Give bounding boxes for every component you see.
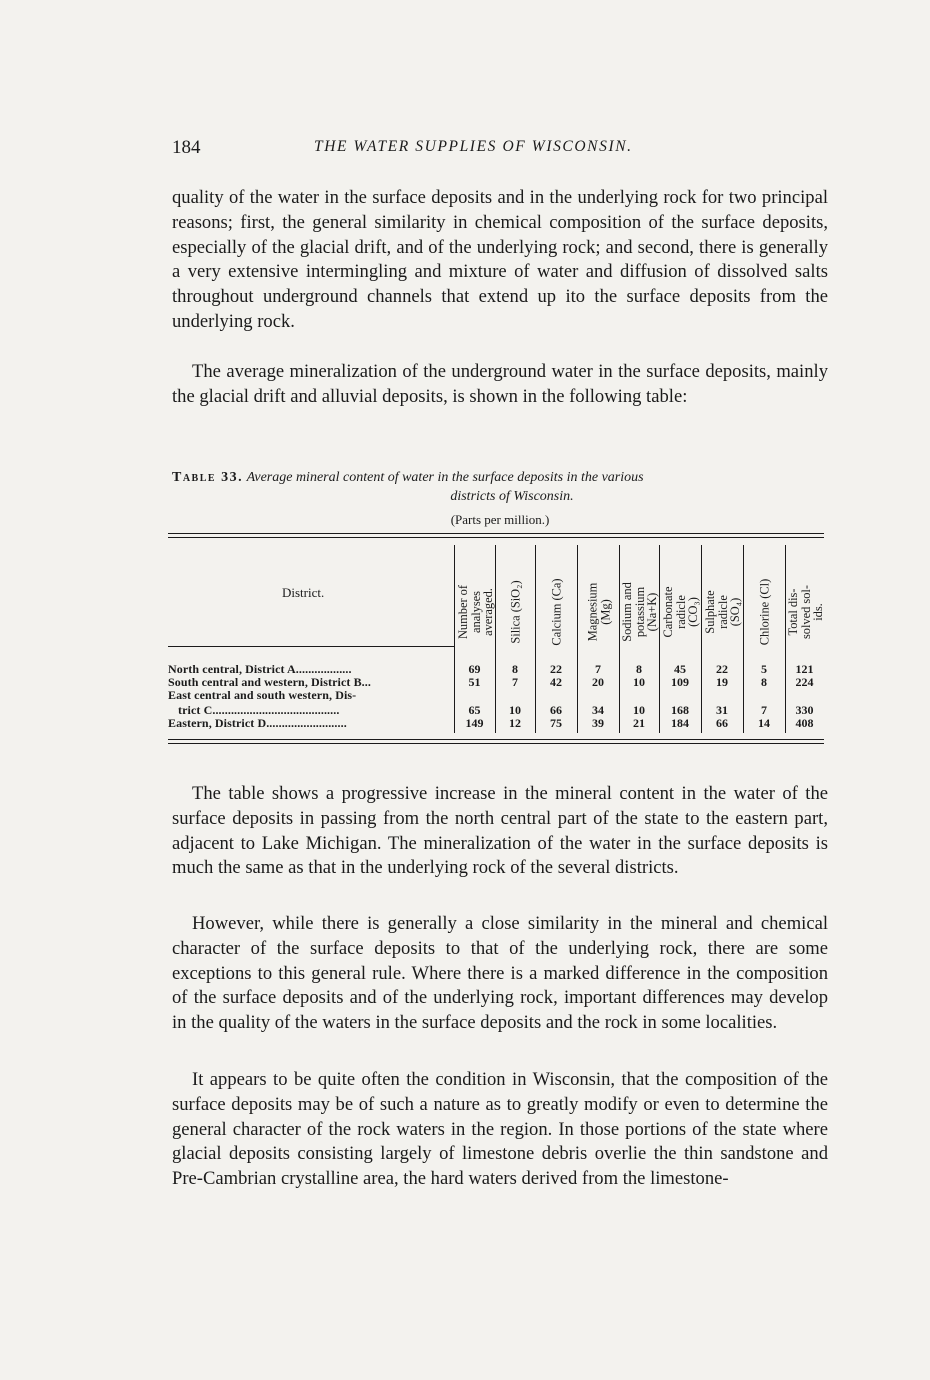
cell-analyses: 149: [465, 716, 484, 730]
column-header-calcium-text: Calcium (Ca): [549, 578, 564, 646]
cell-chlorine: 7: [761, 703, 767, 717]
cell-carbonate: 168: [671, 703, 689, 717]
cell-magnesium: 39: [592, 716, 604, 730]
table-bottom-rule-2: [168, 743, 824, 744]
table-title-line-2: districts of Wisconsin.: [450, 489, 574, 504]
district-header-text: District.: [282, 585, 325, 600]
column-header-carbonate-text: Carbonate radicle (CO₃): [661, 586, 701, 638]
cell-chlorine: 5: [761, 662, 767, 676]
row-district-name: Eastern, District D..........................: [168, 717, 347, 730]
table-row: [168, 676, 824, 689]
cell-sodium: 10: [633, 675, 645, 689]
cell-sodium: 8: [636, 662, 642, 676]
table-bottom-rule: [168, 739, 824, 740]
paragraph-4: However, while there is generally a close similarity in the mineral and chemical character of the surface deposits to that of the underlying rock, there are some exceptions to this general rule. Where there is a marked difference in the composition of the surface deposits and of the underlying rock, important differences may develop in the quality of the waters in the surface deposits and the rock in some localities.: [172, 913, 828, 1034]
mineral-content-table: [168, 533, 824, 748]
column-header-sulphate-text: Sulphate radicle (SO₄): [703, 590, 743, 634]
cell-silica: 8: [512, 662, 518, 676]
row-district-name: trict C.........................................: [178, 704, 340, 717]
paragraph-2: The average mineralization of the underground water in the surface deposits, mainly the glacial drift and alluvial deposits, is shown in the following table:: [172, 361, 828, 407]
cell-sulphate: 19: [716, 675, 728, 689]
cell-calcium: 75: [550, 716, 562, 730]
cell-sulphate: 66: [716, 716, 728, 730]
cell-sulphate: 31: [716, 703, 728, 717]
header-divider-rule: [168, 646, 454, 647]
column-header-total-solids-text: Total dis- solved sol- ids.: [785, 584, 825, 640]
cell-chlorine: 14: [758, 716, 770, 730]
table-title-line-1: Average mineral content of water in the surface deposits in the various: [246, 470, 644, 485]
cell-analyses: 65: [468, 703, 481, 717]
cell-carbonate: 184: [671, 716, 689, 730]
cell-magnesium: 34: [592, 703, 604, 717]
column-header-chlorine-text: Chlorine (Cl): [757, 578, 772, 646]
cell-total-solids: 408: [795, 716, 814, 730]
cell-total-solids: 121: [795, 662, 814, 676]
table-top-rule: [168, 533, 824, 534]
column-header-magnesium-text: Magnesium (Mg): [585, 582, 612, 642]
running-title: THE WATER SUPPLIES OF WISCONSIN.: [314, 138, 633, 155]
cell-carbonate: 109: [671, 675, 689, 689]
row-district-name: North central, District A..................: [168, 663, 352, 676]
table-caption: [172, 468, 828, 506]
table-label: Table 33.: [172, 470, 244, 485]
cell-calcium: 42: [550, 675, 562, 689]
cell-magnesium: 20: [592, 675, 604, 689]
cell-calcium: 22: [550, 662, 562, 676]
cell-sodium: 10: [633, 703, 645, 717]
cell-total-solids: 224: [795, 675, 814, 689]
cell-silica: 12: [509, 716, 521, 730]
row-district-name: South central and western, District B...: [168, 676, 371, 689]
paragraph-3: The table shows a progressive increase in the mineral content in the water of the surface deposits in passing from the north central part of the state to the eastern part, adjacent to Lake Michigan. The mineralization of the water in the surface deposits is much the same as that in the underlying rock of the several districts.: [172, 783, 828, 879]
table-row: [168, 717, 824, 730]
cell-magnesium: 7: [595, 662, 601, 676]
column-header-analyses-text: Number of analyses averaged.: [455, 584, 495, 640]
cell-sodium: 21: [633, 716, 645, 730]
table-body: [168, 653, 824, 733]
row-district-name: East central and south western, Dis-: [168, 689, 357, 702]
cell-chlorine: 8: [761, 675, 767, 689]
paragraph-5: It appears to be quite often the condition in Wisconsin, that the composition of the surface deposits may be of such a nature as to greatly modify or even to determine the general character of the rock waters in the region. In those portions of the state where glacial deposits consisting largely of limestone debris overlie the thin sandstone and Pre-Cambrian crystalline area, the hard waters derived from the limestone-: [172, 1069, 828, 1190]
table-top-rule-2: [168, 537, 824, 538]
cell-analyses: 51: [468, 675, 481, 689]
running-head: [172, 137, 828, 161]
cell-sulphate: 22: [716, 662, 728, 676]
cell-silica: 7: [512, 675, 518, 689]
cell-calcium: 66: [550, 703, 562, 717]
cell-silica: 10: [509, 703, 521, 717]
cell-total-solids: 330: [795, 703, 814, 717]
cell-carbonate: 45: [674, 662, 686, 676]
table-units: (Parts per million.): [450, 512, 550, 527]
cell-analyses: 69: [468, 662, 481, 676]
table-row: [168, 689, 824, 702]
column-header-silica-text: Silica (SiO₂): [508, 580, 523, 644]
page-number: 184: [172, 137, 201, 158]
paragraph-1: quality of the water in the surface deposits and in the underlying rock for two principal reasons; first, the general similarity in chemical composition of the surface deposits, especially of the glacial drift, and of the underlying rock; and second, there is generally a very extensive intermingling and mixture of water and diffusion of dissolved salts throughout underground channels that extend up ito the surface deposits from the underlying rock.: [172, 187, 828, 332]
column-header-sodium-text: Sodium and potassium (Na+K): [620, 582, 660, 642]
